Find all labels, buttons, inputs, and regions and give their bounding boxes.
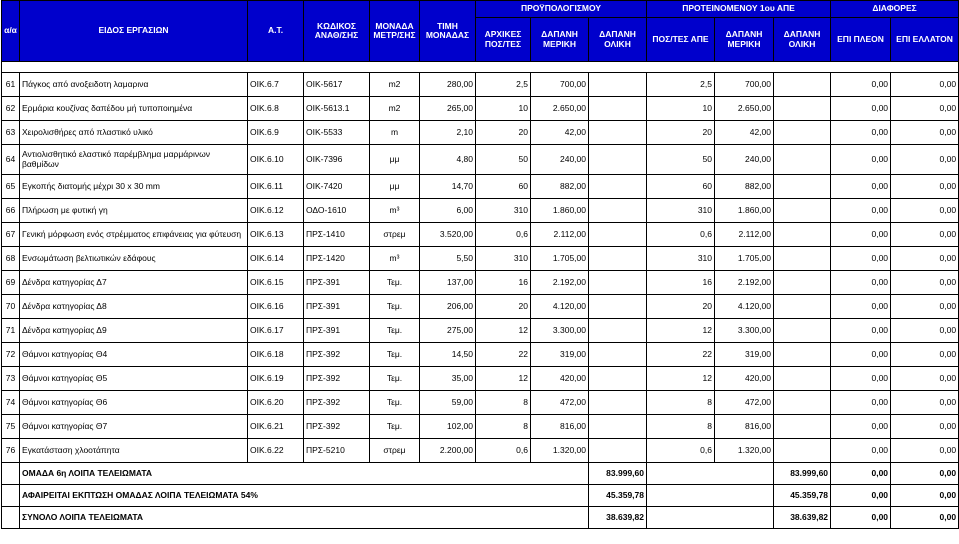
row-partial-cost: 700,00 — [531, 73, 589, 97]
row-unit: Τεμ. — [370, 343, 420, 367]
row-at: ΟΙΚ.6.14 — [248, 247, 304, 271]
header-dapani-oliki: ΔΑΠΑΝΗ ΟΛΙΚΗ — [589, 18, 647, 62]
row-qty-ape: 20 — [647, 295, 715, 319]
row-at: ΟΙΚ.6.18 — [248, 343, 304, 367]
row-initial-qty: 50 — [476, 145, 531, 175]
row-initial-qty: 60 — [476, 175, 531, 199]
totals-epi-pleon: 0,00 — [831, 463, 891, 485]
row-epi-ellaton: 0,00 — [891, 415, 959, 439]
row-qty-ape: 0,6 — [647, 223, 715, 247]
header-dapani-meriki-ape: ΔΑΠΑΝΗ ΜΕΡΙΚΗ — [715, 18, 774, 62]
row-code: ΠΡΣ-391 — [304, 295, 370, 319]
row-partial-cost: 2.192,00 — [531, 271, 589, 295]
row-partial-cost: 1.705,00 — [531, 247, 589, 271]
row-epi-pleon: 0,00 — [831, 97, 891, 121]
row-initial-qty: 310 — [476, 199, 531, 223]
header-pos-ape: ΠΟΣ/ΤΕΣ ΑΠΕ — [647, 18, 715, 62]
totals-row — [2, 485, 959, 507]
row-description: Πλήρωση με φυτική γη — [20, 199, 248, 223]
row-epi-pleon: 0,00 — [831, 439, 891, 463]
row-total-cost-ape — [774, 73, 831, 97]
row-partial-cost-ape: 240,00 — [715, 145, 774, 175]
row-total-cost — [589, 415, 647, 439]
row-at: ΟΙΚ.6.19 — [248, 367, 304, 391]
row-number: 66 — [2, 199, 20, 223]
row-epi-ellaton: 0,00 — [891, 343, 959, 367]
table-row — [2, 247, 959, 271]
table-row — [2, 391, 959, 415]
row-at: ΟΙΚ.6.9 — [248, 121, 304, 145]
row-at: ΟΙΚ.6.20 — [248, 391, 304, 415]
row-code: ΠΡΣ-391 — [304, 319, 370, 343]
row-description: Ενσωμάτωση βελτιωτικών εδάφους — [20, 247, 248, 271]
table-row — [2, 223, 959, 247]
row-total-cost-ape — [774, 145, 831, 175]
row-number: 75 — [2, 415, 20, 439]
row-qty-ape: 16 — [647, 271, 715, 295]
row-partial-cost-ape: 882,00 — [715, 175, 774, 199]
totals-blank — [2, 463, 20, 485]
row-unit: στρεμ — [370, 223, 420, 247]
row-qty-ape: 310 — [647, 199, 715, 223]
table-row — [2, 121, 959, 145]
row-initial-qty: 22 — [476, 343, 531, 367]
row-epi-ellaton: 0,00 — [891, 391, 959, 415]
row-partial-cost-ape: 3.300,00 — [715, 319, 774, 343]
row-unit-price: 206,00 — [420, 295, 476, 319]
row-partial-cost: 472,00 — [531, 391, 589, 415]
spacer-row — [2, 62, 959, 73]
row-number: 62 — [2, 97, 20, 121]
totals-blank — [647, 463, 774, 485]
row-partial-cost: 420,00 — [531, 367, 589, 391]
row-at: ΟΙΚ.6.8 — [248, 97, 304, 121]
row-unit: m2 — [370, 97, 420, 121]
row-qty-ape: 2,5 — [647, 73, 715, 97]
table-row — [2, 415, 959, 439]
row-partial-cost: 4.120,00 — [531, 295, 589, 319]
row-at: ΟΙΚ.6.22 — [248, 439, 304, 463]
row-partial-cost: 42,00 — [531, 121, 589, 145]
row-code: ΠΡΣ-392 — [304, 343, 370, 367]
row-qty-ape: 10 — [647, 97, 715, 121]
row-unit: στρεμ — [370, 439, 420, 463]
row-description: Θάμνοι κατηγορίας Θ7 — [20, 415, 248, 439]
totals-label: ΟΜΑΔΑ 6η ΛΟΙΠΑ ΤΕΛΕΙΩΜΑΤΑ — [20, 463, 589, 485]
row-qty-ape: 20 — [647, 121, 715, 145]
row-total-cost-ape — [774, 223, 831, 247]
header-diafores: ΔΙΑΦΟΡΕΣ — [831, 1, 959, 18]
header-aa: α/α — [2, 1, 20, 62]
row-description: Θάμνοι κατηγορίας Θ4 — [20, 343, 248, 367]
row-partial-cost: 3.300,00 — [531, 319, 589, 343]
row-code: ΠΡΣ-392 — [304, 367, 370, 391]
row-unit: Τεμ. — [370, 367, 420, 391]
row-partial-cost: 2.650,00 — [531, 97, 589, 121]
row-epi-pleon: 0,00 — [831, 247, 891, 271]
row-number: 67 — [2, 223, 20, 247]
row-unit: m2 — [370, 73, 420, 97]
row-total-cost-ape — [774, 367, 831, 391]
row-number: 63 — [2, 121, 20, 145]
row-epi-pleon: 0,00 — [831, 271, 891, 295]
row-epi-ellaton: 0,00 — [891, 439, 959, 463]
table-row — [2, 439, 959, 463]
header-dapani-oliki-ape: ΔΑΠΑΝΗ ΟΛΙΚΗ — [774, 18, 831, 62]
table-row — [2, 145, 959, 175]
row-qty-ape: 0,6 — [647, 439, 715, 463]
row-partial-cost-ape: 1.705,00 — [715, 247, 774, 271]
row-epi-ellaton: 0,00 — [891, 367, 959, 391]
row-epi-pleon: 0,00 — [831, 295, 891, 319]
row-unit-price: 2.200,00 — [420, 439, 476, 463]
row-epi-pleon: 0,00 — [831, 121, 891, 145]
row-total-cost — [589, 343, 647, 367]
row-unit-price: 102,00 — [420, 415, 476, 439]
row-total-cost-ape — [774, 319, 831, 343]
row-total-cost-ape — [774, 175, 831, 199]
row-code: ΟΙΚ-5613.1 — [304, 97, 370, 121]
row-epi-pleon: 0,00 — [831, 73, 891, 97]
row-partial-cost: 2.112,00 — [531, 223, 589, 247]
row-partial-cost-ape: 319,00 — [715, 343, 774, 367]
row-code: ΠΡΣ-392 — [304, 415, 370, 439]
row-initial-qty: 20 — [476, 121, 531, 145]
row-epi-ellaton: 0,00 — [891, 73, 959, 97]
row-unit: μμ — [370, 175, 420, 199]
row-epi-ellaton: 0,00 — [891, 223, 959, 247]
row-qty-ape: 12 — [647, 319, 715, 343]
row-description: Πάγκος από ανοξειδοτη λαμαρινα — [20, 73, 248, 97]
row-at: ΟΙΚ.6.10 — [248, 145, 304, 175]
row-initial-qty: 310 — [476, 247, 531, 271]
row-total-cost — [589, 199, 647, 223]
row-total-cost-ape — [774, 247, 831, 271]
row-partial-cost: 816,00 — [531, 415, 589, 439]
row-partial-cost: 319,00 — [531, 343, 589, 367]
row-total-cost-ape — [774, 415, 831, 439]
row-total-cost-ape — [774, 97, 831, 121]
totals-blank — [2, 507, 20, 529]
row-total-cost — [589, 73, 647, 97]
totals-total-ape: 38.639,82 — [774, 507, 831, 529]
row-qty-ape: 8 — [647, 415, 715, 439]
row-at: ΟΙΚ.6.7 — [248, 73, 304, 97]
table-row — [2, 199, 959, 223]
row-number: 65 — [2, 175, 20, 199]
row-total-cost-ape — [774, 439, 831, 463]
totals-epi-pleon: 0,00 — [831, 507, 891, 529]
row-total-cost — [589, 271, 647, 295]
row-number: 76 — [2, 439, 20, 463]
row-unit: Τεμ. — [370, 391, 420, 415]
row-unit-price: 280,00 — [420, 73, 476, 97]
row-number: 64 — [2, 145, 20, 175]
row-unit-price: 6,00 — [420, 199, 476, 223]
row-unit-price: 59,00 — [420, 391, 476, 415]
totals-total-ape: 45.359,78 — [774, 485, 831, 507]
row-partial-cost-ape: 4.120,00 — [715, 295, 774, 319]
table-row — [2, 73, 959, 97]
row-at: ΟΙΚ.6.15 — [248, 271, 304, 295]
row-unit-price: 4,80 — [420, 145, 476, 175]
row-partial-cost: 1.320,00 — [531, 439, 589, 463]
row-at: ΟΙΚ.6.12 — [248, 199, 304, 223]
row-partial-cost-ape: 2.192,00 — [715, 271, 774, 295]
row-total-cost — [589, 247, 647, 271]
row-number: 69 — [2, 271, 20, 295]
row-description: Δένδρα κατηγορίας Δ8 — [20, 295, 248, 319]
row-unit: m³ — [370, 247, 420, 271]
row-code: ΠΡΣ-5210 — [304, 439, 370, 463]
row-partial-cost-ape: 1.860,00 — [715, 199, 774, 223]
table-row — [2, 319, 959, 343]
row-partial-cost: 240,00 — [531, 145, 589, 175]
row-initial-qty: 12 — [476, 367, 531, 391]
totals-total: 38.639,82 — [589, 507, 647, 529]
header-timi: ΤΙΜΗ ΜΟΝΑΔΑΣ — [420, 1, 476, 62]
row-epi-ellaton: 0,00 — [891, 97, 959, 121]
row-initial-qty: 16 — [476, 271, 531, 295]
totals-blank — [2, 485, 20, 507]
row-at: ΟΙΚ.6.17 — [248, 319, 304, 343]
row-number: 61 — [2, 73, 20, 97]
row-unit-price: 2,10 — [420, 121, 476, 145]
row-code: ΠΡΣ-1410 — [304, 223, 370, 247]
header-epi-ellaton: ΕΠΙ ΕΛΛΑΤΟΝ — [891, 18, 959, 62]
header-at: Α.Τ. — [248, 1, 304, 62]
table-row — [2, 271, 959, 295]
row-partial-cost: 882,00 — [531, 175, 589, 199]
header-dapani-meriki: ΔΑΠΑΝΗ ΜΕΡΙΚΗ — [531, 18, 589, 62]
row-code: ΟΔΟ-1610 — [304, 199, 370, 223]
row-code: ΟΙΚ-7396 — [304, 145, 370, 175]
row-description: Ερμάρια κουζίνας δαπέδου μή τυποποιημένα — [20, 97, 248, 121]
row-epi-ellaton: 0,00 — [891, 175, 959, 199]
row-epi-pleon: 0,00 — [831, 415, 891, 439]
row-epi-pleon: 0,00 — [831, 343, 891, 367]
row-epi-pleon: 0,00 — [831, 367, 891, 391]
row-initial-qty: 20 — [476, 295, 531, 319]
row-number: 72 — [2, 343, 20, 367]
table-row — [2, 97, 959, 121]
row-total-cost — [589, 145, 647, 175]
row-total-cost-ape — [774, 391, 831, 415]
row-initial-qty: 0,6 — [476, 439, 531, 463]
row-epi-pleon: 0,00 — [831, 223, 891, 247]
table-row — [2, 295, 959, 319]
row-epi-ellaton: 0,00 — [891, 121, 959, 145]
header-arxikes: ΑΡΧΙΚΕΣ ΠΟΣ/ΤΕΣ — [476, 18, 531, 62]
row-number: 71 — [2, 319, 20, 343]
totals-total: 83.999,60 — [589, 463, 647, 485]
row-total-cost — [589, 175, 647, 199]
totals-label: ΣΥΝΟΛΟ ΛΟΙΠΑ ΤΕΛΕΙΩΜΑΤΑ — [20, 507, 589, 529]
row-partial-cost: 1.860,00 — [531, 199, 589, 223]
row-code: ΟΙΚ-5617 — [304, 73, 370, 97]
row-qty-ape: 22 — [647, 343, 715, 367]
totals-label: ΑΦΑΙΡΕΙΤΑΙ ΕΚΠΤΩΣΗ ΟΜΑΔΑΣ ΛΟΙΠΑ ΤΕΛΕΙΩΜΑΤΑ 54% — [20, 485, 589, 507]
table-row — [2, 175, 959, 199]
row-initial-qty: 0,6 — [476, 223, 531, 247]
row-unit-price: 5,50 — [420, 247, 476, 271]
row-at: ΟΙΚ.6.16 — [248, 295, 304, 319]
row-total-cost — [589, 97, 647, 121]
row-total-cost-ape — [774, 271, 831, 295]
row-code: ΠΡΣ-391 — [304, 271, 370, 295]
table-row — [2, 367, 959, 391]
row-partial-cost-ape: 2.650,00 — [715, 97, 774, 121]
header-monada: ΜΟΝΑΔΑ ΜΕΤΡ/ΣΗΣ — [370, 1, 420, 62]
budget-table — [1, 0, 959, 529]
row-unit: m³ — [370, 199, 420, 223]
row-total-cost — [589, 223, 647, 247]
row-total-cost-ape — [774, 295, 831, 319]
row-number: 73 — [2, 367, 20, 391]
row-epi-pleon: 0,00 — [831, 319, 891, 343]
row-unit-price: 275,00 — [420, 319, 476, 343]
row-code: ΠΡΣ-1420 — [304, 247, 370, 271]
row-partial-cost-ape: 700,00 — [715, 73, 774, 97]
totals-blank — [647, 485, 774, 507]
row-unit-price: 137,00 — [420, 271, 476, 295]
totals-row — [2, 463, 959, 485]
totals-epi-pleon: 0,00 — [831, 485, 891, 507]
row-partial-cost-ape: 2.112,00 — [715, 223, 774, 247]
row-epi-ellaton: 0,00 — [891, 271, 959, 295]
totals-epi-ellaton: 0,00 — [891, 463, 959, 485]
row-total-cost — [589, 391, 647, 415]
row-initial-qty: 8 — [476, 415, 531, 439]
row-code: ΠΡΣ-392 — [304, 391, 370, 415]
row-unit-price: 14,50 — [420, 343, 476, 367]
row-partial-cost-ape: 1.320,00 — [715, 439, 774, 463]
row-description: Δένδρα κατηγορίας Δ9 — [20, 319, 248, 343]
row-unit-price: 14,70 — [420, 175, 476, 199]
row-qty-ape: 12 — [647, 367, 715, 391]
totals-total: 45.359,78 — [589, 485, 647, 507]
row-unit: Τεμ. — [370, 319, 420, 343]
row-partial-cost-ape: 472,00 — [715, 391, 774, 415]
row-initial-qty: 12 — [476, 319, 531, 343]
row-description: Εγκοπής διατομής μέχρι 30 x 30 mm — [20, 175, 248, 199]
row-unit: Τεμ. — [370, 415, 420, 439]
table-row — [2, 343, 959, 367]
totals-epi-ellaton: 0,00 — [891, 485, 959, 507]
row-at: ΟΙΚ.6.21 — [248, 415, 304, 439]
row-total-cost — [589, 319, 647, 343]
row-unit: μμ — [370, 145, 420, 175]
row-epi-pleon: 0,00 — [831, 391, 891, 415]
row-qty-ape: 60 — [647, 175, 715, 199]
row-epi-ellaton: 0,00 — [891, 145, 959, 175]
row-qty-ape: 8 — [647, 391, 715, 415]
row-number: 74 — [2, 391, 20, 415]
row-qty-ape: 50 — [647, 145, 715, 175]
totals-total-ape: 83.999,60 — [774, 463, 831, 485]
row-number: 68 — [2, 247, 20, 271]
row-epi-pleon: 0,00 — [831, 145, 891, 175]
row-partial-cost-ape: 42,00 — [715, 121, 774, 145]
header-eidos: ΕΙΔΟΣ ΕΡΓΑΣΙΩΝ — [20, 1, 248, 62]
row-description: Δένδρα κατηγορίας Δ7 — [20, 271, 248, 295]
row-total-cost-ape — [774, 121, 831, 145]
row-epi-ellaton: 0,00 — [891, 247, 959, 271]
row-unit: m — [370, 121, 420, 145]
row-initial-qty: 10 — [476, 97, 531, 121]
row-total-cost — [589, 367, 647, 391]
row-epi-pleon: 0,00 — [831, 199, 891, 223]
row-total-cost-ape — [774, 343, 831, 367]
row-description: Χειρολισθήρες από πλαστικό υλικό — [20, 121, 248, 145]
row-description: Αντιολισθητικό ελαστικό παρέμβλημα μαρμάρινων βαθμίδων — [20, 145, 248, 175]
row-unit-price: 3.520,00 — [420, 223, 476, 247]
row-description: Θάμνοι κατηγορίας Θ5 — [20, 367, 248, 391]
row-total-cost — [589, 295, 647, 319]
header-proteinomenou: ΠΡΟΤΕΙΝΟΜΕΝΟΥ 1ου ΑΠΕ — [647, 1, 831, 18]
row-unit: Τεμ. — [370, 271, 420, 295]
row-unit-price: 265,00 — [420, 97, 476, 121]
header-epi-pleon: ΕΠΙ ΠΛΕΟΝ — [831, 18, 891, 62]
row-initial-qty: 8 — [476, 391, 531, 415]
row-code: ΟΙΚ-7420 — [304, 175, 370, 199]
row-initial-qty: 2,5 — [476, 73, 531, 97]
row-description: Θάμνοι κατηγορίας Θ6 — [20, 391, 248, 415]
row-number: 70 — [2, 295, 20, 319]
totals-row — [2, 507, 959, 529]
row-epi-ellaton: 0,00 — [891, 319, 959, 343]
totals-epi-ellaton: 0,00 — [891, 507, 959, 529]
row-qty-ape: 310 — [647, 247, 715, 271]
row-total-cost — [589, 439, 647, 463]
row-description: Γενική μόρφωση ενός στρέμματος επιφάνειας για φύτευση — [20, 223, 248, 247]
row-epi-pleon: 0,00 — [831, 175, 891, 199]
row-epi-ellaton: 0,00 — [891, 199, 959, 223]
row-total-cost-ape — [774, 199, 831, 223]
header-kodikos: ΚΩΔΙΚΟΣ ΑΝΑΘ/ΣΗΣ — [304, 1, 370, 62]
row-description: Εγκατάσταση χλοοτάπητα — [20, 439, 248, 463]
row-unit-price: 35,00 — [420, 367, 476, 391]
row-unit: Τεμ. — [370, 295, 420, 319]
totals-blank — [647, 507, 774, 529]
row-partial-cost-ape: 420,00 — [715, 367, 774, 391]
row-epi-ellaton: 0,00 — [891, 295, 959, 319]
row-at: ΟΙΚ.6.13 — [248, 223, 304, 247]
row-at: ΟΙΚ.6.11 — [248, 175, 304, 199]
header-proypologismos: ΠΡΟΫΠΟΛΟΓΙΣΜΟΥ — [476, 1, 647, 18]
row-partial-cost-ape: 816,00 — [715, 415, 774, 439]
row-total-cost — [589, 121, 647, 145]
row-code: ΟΙΚ-5533 — [304, 121, 370, 145]
